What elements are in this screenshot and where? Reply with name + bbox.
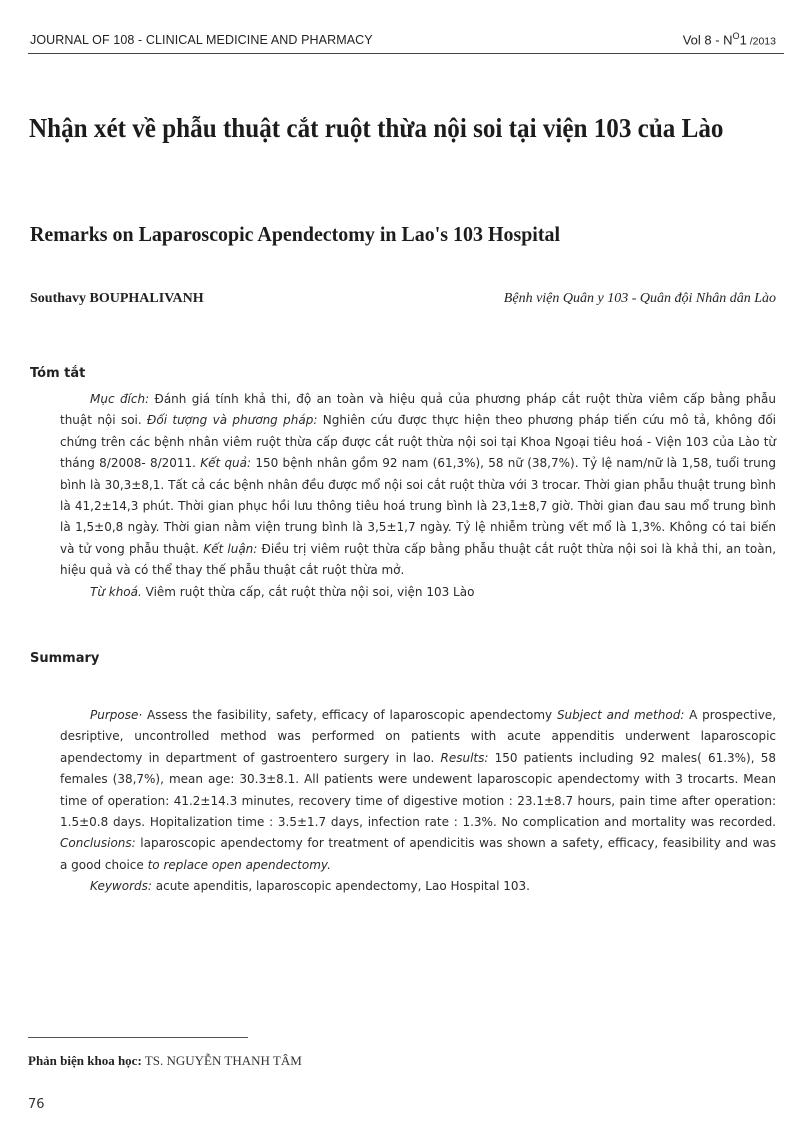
header-rule [28,53,784,54]
journal-running-head: JOURNAL OF 108 - CLINICAL MEDICINE AND PHARMACY [30,33,373,47]
page-number: 76 [28,1097,45,1112]
keywords-line [60,582,776,603]
purpose-label: Mục đích: [90,392,150,406]
reviewer-name: TS. NGUYỄN THANH TÂM [141,1053,302,1068]
conclusion-label: Kết luận: [203,541,258,556]
issue-year: /2013 [746,35,776,48]
summary-heading-english: Summary [30,651,100,666]
conclusion-label: Conclusions: [60,836,136,851]
reviewer-label: Phản biện khoa học: [28,1053,142,1068]
method-text: A prospective, desriptive, uncontrolled method was performed on patients with acute appenditis underwent laparoscopic apendectomy in department of gastroentero surgery in lao. [60,708,777,765]
conclusion-text: laparoscopic apendectomy for treatment of apendicitis was shown a safety, efficacy, feasibility and was a good choice [60,836,776,872]
purpose-text: Đánh giá tính khả thi, độ an toàn và hiệu quả của phương pháp cắt ruột thừa viêm cấp bằng phẫu thuật nội soi. [60,392,776,428]
results-text: 150 bệnh nhân gồm 92 nam (61,3%), 58 nữ (38,7%). Tỷ lệ nam/nữ là 1,58, tuổi trung bình là 30,3±8,1. Tất cả các bệnh nhân đều được mổ nội soi cắt ruột thừa với 3 trocar. Thời gian phẫu thuật trung bình là 41,2±14,3 phút. Thời gian phục hồi lưu thông tiêu hoá trung bình là 23,1±8,7 giờ. Thời gian đau sau mổ trung bình là 1,5±0,8 ngày. Thời gian nằm viện trung bình là 3,5±1,7 ngày. Tỷ lệ nhiễm trùng vết mổ là 1,3%. Không có tai biến và tử vong phẫu thuật. [60,456,776,556]
number-superscript: O [732,31,740,41]
summary-body [60,705,776,876]
summary-english [60,705,776,898]
results-label: Kết quả: [200,456,252,471]
abstract-heading-vietnamese: Tóm tắt [30,366,86,381]
method-label: Đối tượng và phương pháp: [147,413,318,428]
results-label: Results: [440,750,489,765]
conclusion-tail: to replace open apendectomy. [147,857,331,872]
article-title-vietnamese: Nhận xét về phẫu thuật cắt ruột thừa nội soi tại viện 103 của Lào [29,113,724,143]
article-title-english: Remarks on Laparoscopic Apendectomy in Lao's 103 Hospital [30,222,561,246]
abstract-vietnamese [60,389,776,603]
keywords-line [60,876,776,897]
scientific-reviewer [28,1053,302,1069]
issue-number: 1 [739,32,747,48]
keywords-text: Viêm ruột thừa cấp, cắt ruột thừa nội soi, viện 103 Lào [141,584,475,599]
author-name: Southavy BOUPHALIVANH [30,291,204,306]
conclusion-text: Điều trị viêm ruột thừa cấp bằng phẫu thuật cắt ruột thừa nội soi là khả thi, an toàn, hiệu quả và có thể thay thế phẫu thuật cắt ruột thừa mở. [60,541,777,578]
keywords-label: Keywords: [90,879,152,894]
method-text: Nghiên cứu được thực hiện theo phương pháp tiến cứu mô tả, không đối chứng trên các bệnh nhân viêm ruột thừa cấp được cắt ruột thừa nội soi tại Khoa Ngoại tiêu hoá - Viện 103 của Lào từ tháng 8/2008- 8/2011. [60,413,776,471]
results-text: 150 patients including 92 males( 61.3%), 58 females (38,7%), mean age: 30.3±8.1. All patients were undewent laparoscopic apendectomy with 3 trocarts. Mean time of operation: 41.2±14.3 minutes, recovery time of digestive motion : 23.1±8.7 hours, pain time after operation: 1.5±0.8 days. Hopitalization time : 3.5±1.7 days, infection rate : 1.3%. No complication and mortality was recorded. [60,750,776,830]
footnote-rule [28,1037,248,1038]
keywords-label: Từ khoá. [90,584,142,599]
keywords-text: acute apenditis, laparoscopic apendectomy, Lao Hospital 103. [151,879,530,894]
method-label: Subject and method: [556,708,685,722]
abstract-body [60,389,776,582]
purpose-text: Assess the fasibility, safety, efficacy of laparoscopic apendectomy [142,708,557,722]
issue-info [683,31,776,47]
volume-label: Vol 8 - N [682,32,733,48]
purpose-label: Purpose· [90,708,143,722]
author-affiliation: Bệnh viện Quân y 103 - Quân đội Nhân dân Lào [503,291,776,306]
